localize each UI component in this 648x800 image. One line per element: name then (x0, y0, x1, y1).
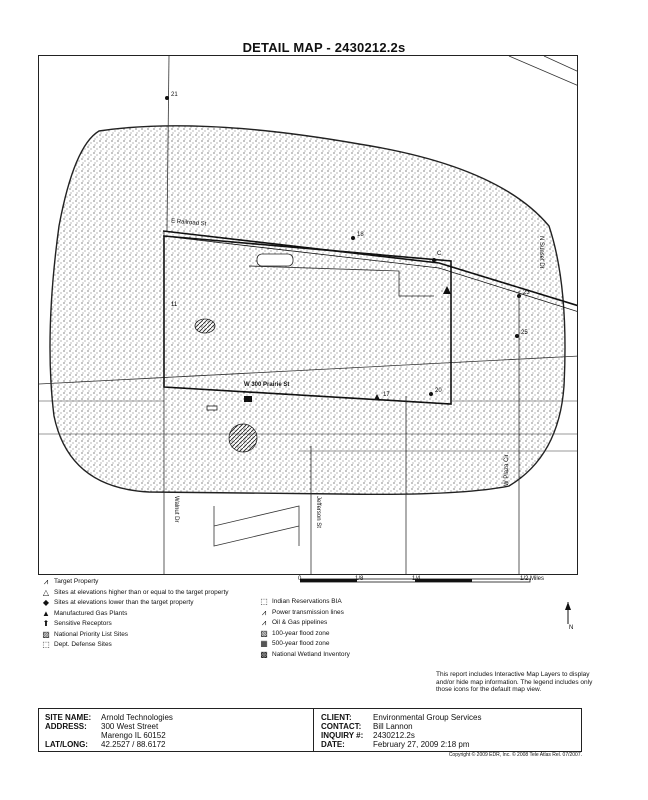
street-label-jefferson: Jefferson St (315, 496, 321, 528)
date-label: DATE: (321, 740, 345, 749)
point-label: C (437, 251, 442, 257)
flood-500-icon: ▦ (260, 639, 268, 648)
filled-triangle-icon: ▲ (42, 608, 50, 618)
latlong-label: LAT/LONG: (45, 740, 88, 749)
pond-feature (257, 254, 293, 266)
legend-item: ▦ 500-year flood zone (256, 640, 426, 648)
dotted-box-icon: ⬚ (42, 640, 50, 649)
detail-map[interactable] (38, 55, 578, 575)
sensitive-receptor-icon: ⬆ (42, 619, 50, 628)
point-label: 18 (357, 232, 364, 238)
wetland-icon: ▩ (260, 649, 268, 659)
wetland-area (195, 319, 215, 333)
inquiry-label: INQUIRY #: (321, 731, 364, 740)
site-marker-20 (429, 392, 433, 396)
latlong-value: 42.2527 / 88.6172 (101, 740, 166, 749)
legend-item: ⩘ Oil & Gas pipelines (256, 619, 426, 627)
site-marker-18 (351, 236, 355, 240)
legend-middle (256, 598, 426, 661)
inquiry-value: 2430212.2s (373, 731, 415, 740)
date-value: February 27, 2009 2:18 pm (373, 740, 470, 749)
north-arrow-icon (560, 600, 576, 630)
target-property-icon: ⩘ (43, 577, 49, 586)
client-label: CLIENT: (321, 713, 352, 722)
scale-bar (298, 576, 545, 596)
client-info (321, 713, 482, 749)
wetland-area-south (229, 424, 257, 452)
point-label: 25 (521, 330, 528, 336)
report-info-box (38, 708, 582, 752)
street-label-walnut: Walnut Dr (173, 496, 179, 523)
site-marker-c (432, 258, 436, 262)
search-radius-zone (50, 126, 565, 495)
legend-item: ⩘ Power transmission lines (256, 609, 426, 617)
street-label-plaza: W Plaza Cir (504, 454, 510, 486)
address-line1: 300 West Street (101, 722, 159, 731)
legend-item: ▲ Manufactured Gas Plants (38, 610, 258, 618)
scale-tick-0: 0 (298, 576, 302, 582)
power-line-icon: ⩘ (261, 607, 267, 617)
site-address-label: W 300 Prairie St (244, 382, 290, 388)
scale-tick-3: 1/2 Miles (520, 576, 545, 582)
site-marker-21 (165, 96, 169, 100)
legend-item: ⬚ Indian Reservations BIA (256, 598, 426, 606)
point-label: 20 (435, 388, 442, 394)
legend-item: ▧ 100-year flood zone (256, 630, 426, 638)
map-title: DETAIL MAP - 2430212.2s (242, 40, 406, 55)
pipeline-icon: ⩘ (261, 618, 267, 627)
layers-note: This report includes Interactive Map Layers to display and/or hide map information. The legend includes only those icons for the default map view. (436, 671, 593, 693)
scale-tick-2: 1/4 (412, 576, 421, 582)
triangle-up-icon: △ (42, 587, 50, 597)
point-label: 11 (171, 302, 178, 308)
svg-text:N: N (569, 625, 574, 630)
legend-item: △ Sites at elevations higher than or equal to the target property (38, 589, 258, 597)
client-value: Environmental Group Services (373, 713, 482, 722)
legend-left (38, 578, 258, 652)
street-label-sunset: N Sunset Dr (538, 236, 544, 269)
legend-item: ◆ Sites at elevations lower than the target property (38, 599, 258, 607)
legend-item: ▨ National Priority List Sites (38, 631, 258, 639)
contact-label: CONTACT: (321, 722, 362, 731)
legend-item: ▩ National Wetland Inventory (256, 651, 426, 659)
point-label: 17 (383, 392, 390, 398)
contact-value: Bill Lannon (373, 722, 413, 731)
site-marker-23 (517, 294, 521, 298)
hatched-box-icon: ▨ (42, 629, 50, 639)
point-label: 21 (171, 92, 178, 98)
site-name-value: Arnold Technologies (101, 713, 173, 722)
copyright-text: Copyright © 2009 EDR, Inc. © 2008 Tele Atlas Rel. 07/2007. (448, 752, 582, 758)
address-label: ADDRESS: (45, 722, 87, 731)
address-line2: Marengo IL 60152 (101, 731, 166, 740)
site-info (45, 713, 173, 749)
scale-tick-1: 1/8 (355, 576, 364, 582)
point-label: 23 (523, 290, 530, 296)
map-canvas (39, 56, 578, 575)
legend-item: ⬆ Sensitive Receptors (38, 620, 258, 628)
flood-100-icon: ▧ (260, 628, 268, 638)
dotted-area-icon: ⬚ (260, 597, 268, 606)
legend-item: ⬚ Dept. Defense Sites (38, 641, 258, 649)
diamond-icon: ◆ (42, 598, 50, 607)
site-marker-25 (515, 334, 519, 338)
site-name-label: SITE NAME: (45, 713, 92, 722)
legend-item: ⩘ Target Property (38, 578, 258, 586)
street-label-railroad: E Railroad St (170, 218, 207, 228)
